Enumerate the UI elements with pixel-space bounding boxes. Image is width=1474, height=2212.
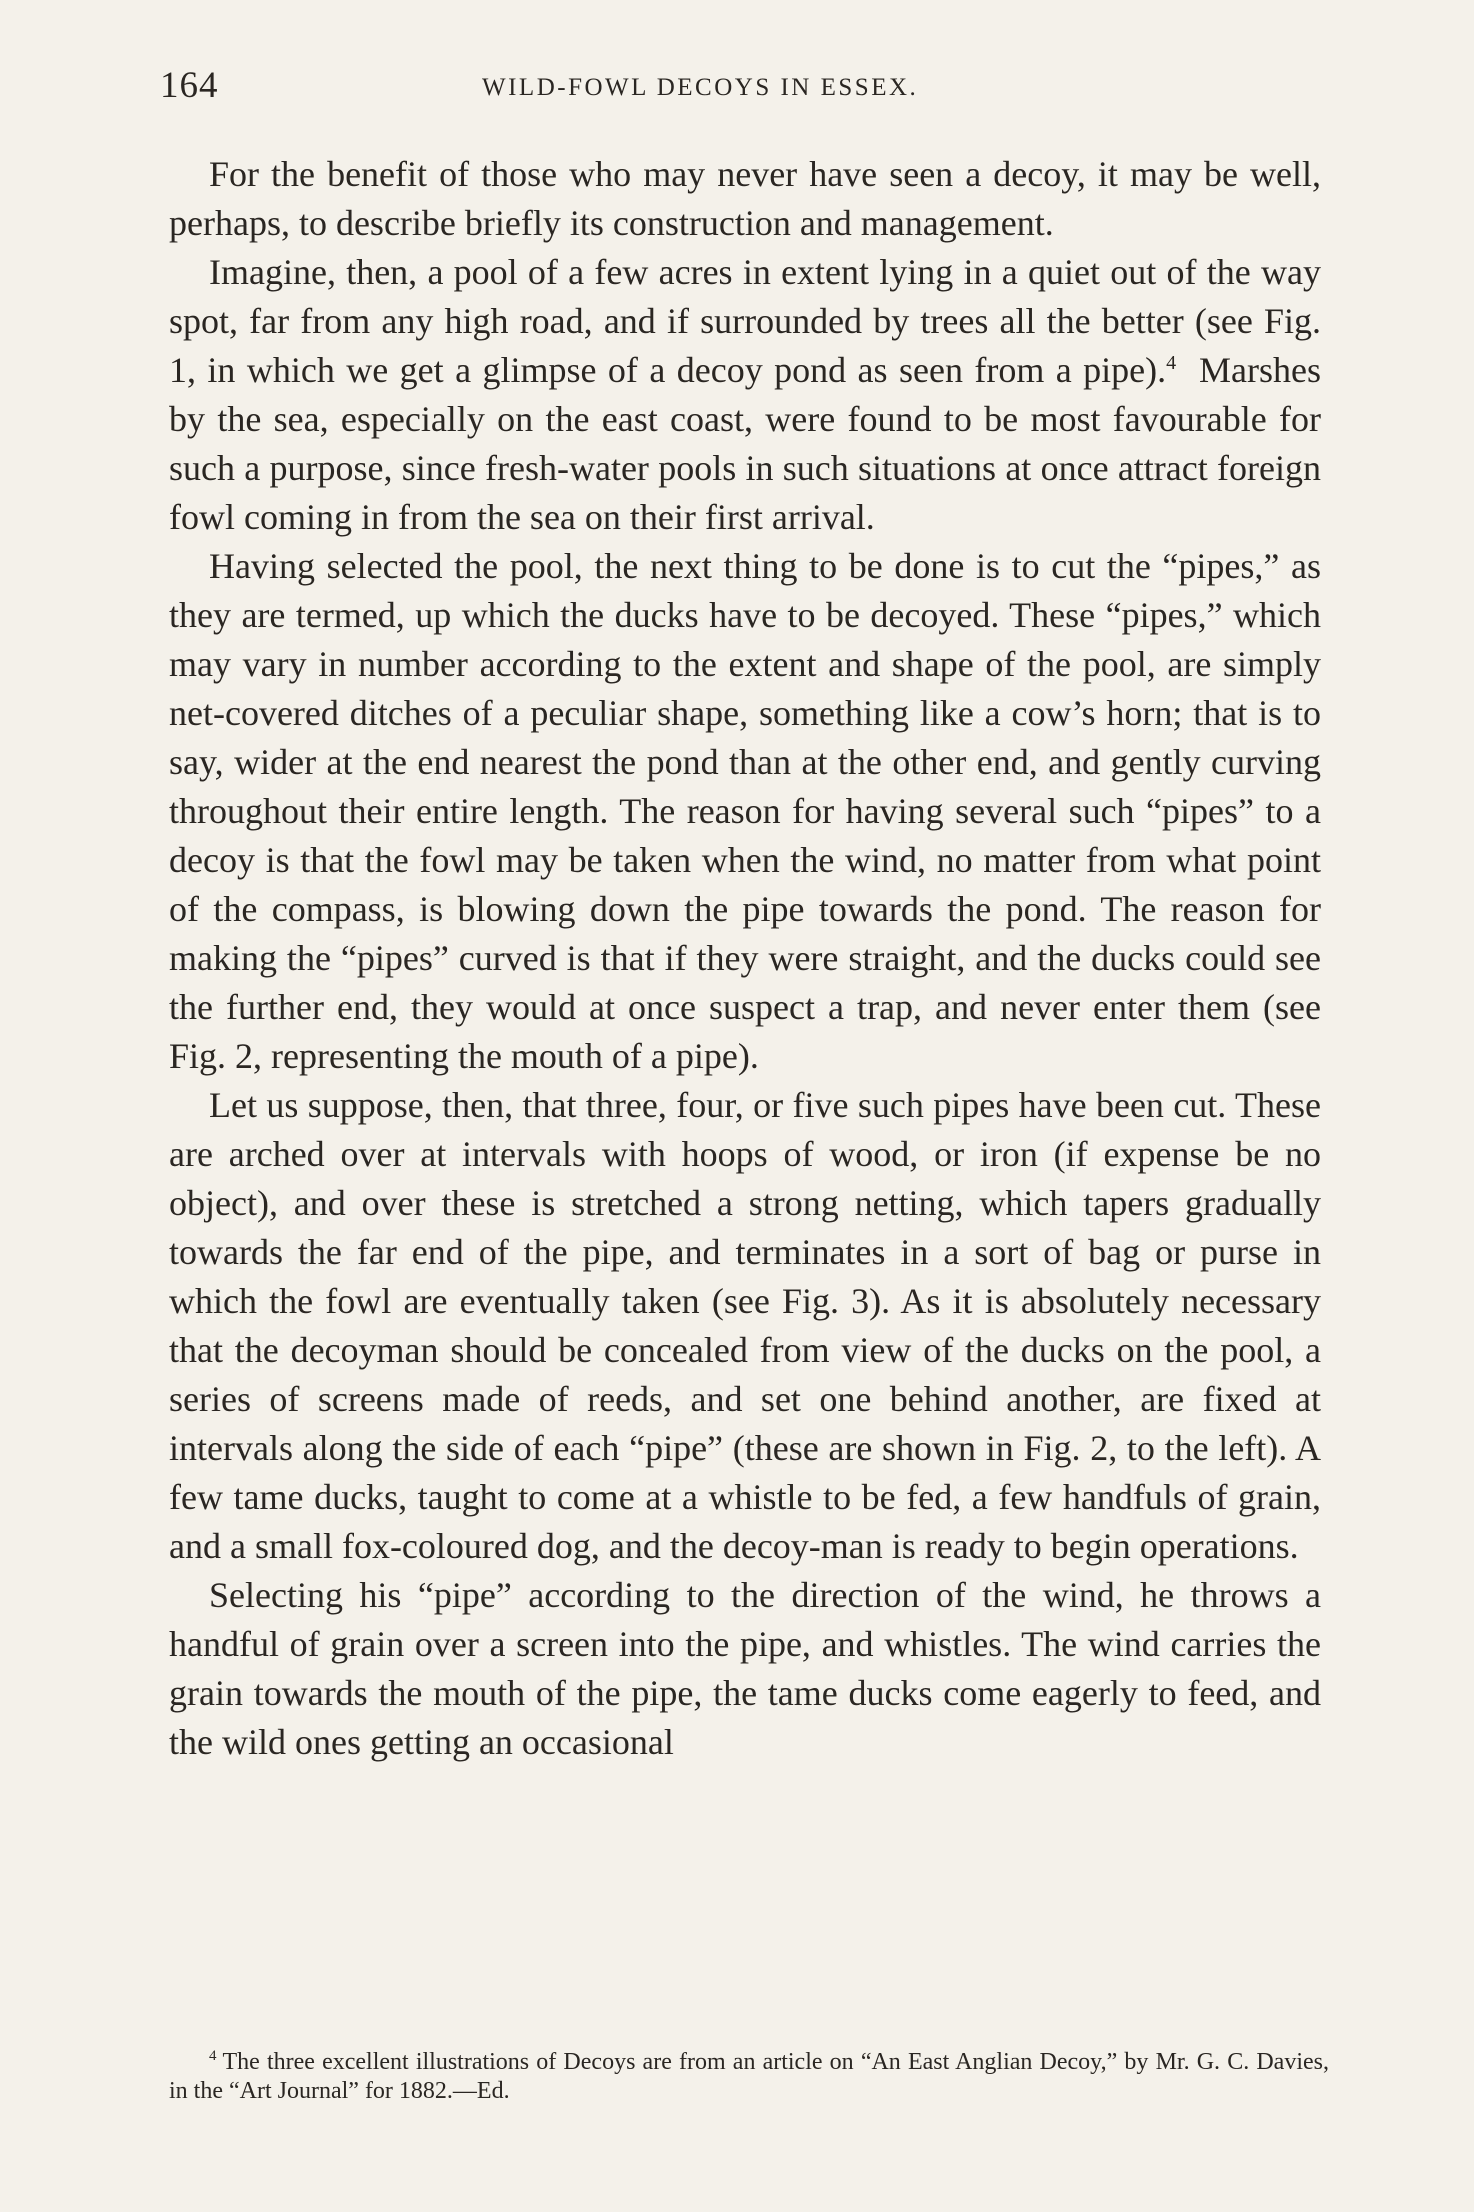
running-title: WILD-FOWL DECOYS IN ESSEX. [482,74,919,101]
paragraph-text: Imagine, then, a pool of a few acres in extent lying in a quiet out of the way spot, far from any high road, and if surrounded by trees all the better (see Fig. 1, in which we get a glimpse of a decoy pond as seen from a pipe). [169,252,1321,390]
paragraph: Selecting his “pipe” according to the direction of the wind, he throws a handful of grain over a screen into the pipe, and whistles. The wind carries the grain towards the mouth of the pipe, the tame ducks come eagerly to feed, and the wild ones getting an occasional [169,1575,1321,1762]
footnote-marker: 4 [209,2048,217,2064]
running-head [160,64,1330,124]
page-number: 164 [160,65,219,106]
body-text [169,150,1321,1767]
footnote-text: The three excellent illustrations of Decoys are from an article on “An East Anglian Decoy,” by Mr. G. C. Davies, in the “Art Journal” for 1882.—Ed. [169,2049,1329,2104]
paragraph-with-footnote [169,248,1321,542]
footnote [169,2048,1329,2106]
footnote-reference[interactable]: 4 [1166,352,1177,374]
footnotes [169,2048,1329,2106]
paragraph: Having selected the pool, the next thing to be done is to cut the “pipes,” as they are termed, up which the ducks have to be decoyed. These “pipes,” which may vary in number according to the extent and shape of the pool, are simply net-covered ditches of a peculiar shape, something like a cow’s horn; that is to say, wider at the end nearest the pond than at the other end, and gently curving throughout their entire length. The reason for having several such “pipes” to a decoy is that the fowl may be taken when the wind, no matter from what point of the compass, is blowing down the pipe towards the pond. The reason for making the “pipes” curved is that if they were straight, and the ducks could see the further end, they would at once suspect a trap, and never enter them (see Fig. 2, representing the mouth of a pipe). [169,546,1321,1076]
paragraph: Let us suppose, then, that three, four, or five such pipes have been cut. These are arched over at intervals with hoops of wood, or iron (if expense be no object), and over these is stretched a strong netting, which tapers gradually towards the far end of the pipe, and terminates in a sort of bag or purse in which the fowl are eventually taken (see Fig. 3). As it is absolutely necessary that the decoyman should be concealed from view of the ducks on the pool, a series of screens made of reeds, and set one behind another, are fixed at intervals along the side of each “pipe” (these are shown in Fig. 2, to the left). A few tame ducks, taught to come at a whistle to be fed, a few handfuls of grain, and a small fox-coloured dog, and the decoy-man is ready to begin operations. [169,1085,1321,1566]
paragraph: For the benefit of those who may never have seen a decoy, it may be well, perhaps, to describe briefly its construction and management. [169,154,1321,243]
paragraph-text-continued: Marshes by the sea, especially on the east coast, were found to be most favourable for such a purpose, since fresh-water pools in such situations at once attract foreign fowl coming in from the sea on their first arrival. [169,350,1321,537]
